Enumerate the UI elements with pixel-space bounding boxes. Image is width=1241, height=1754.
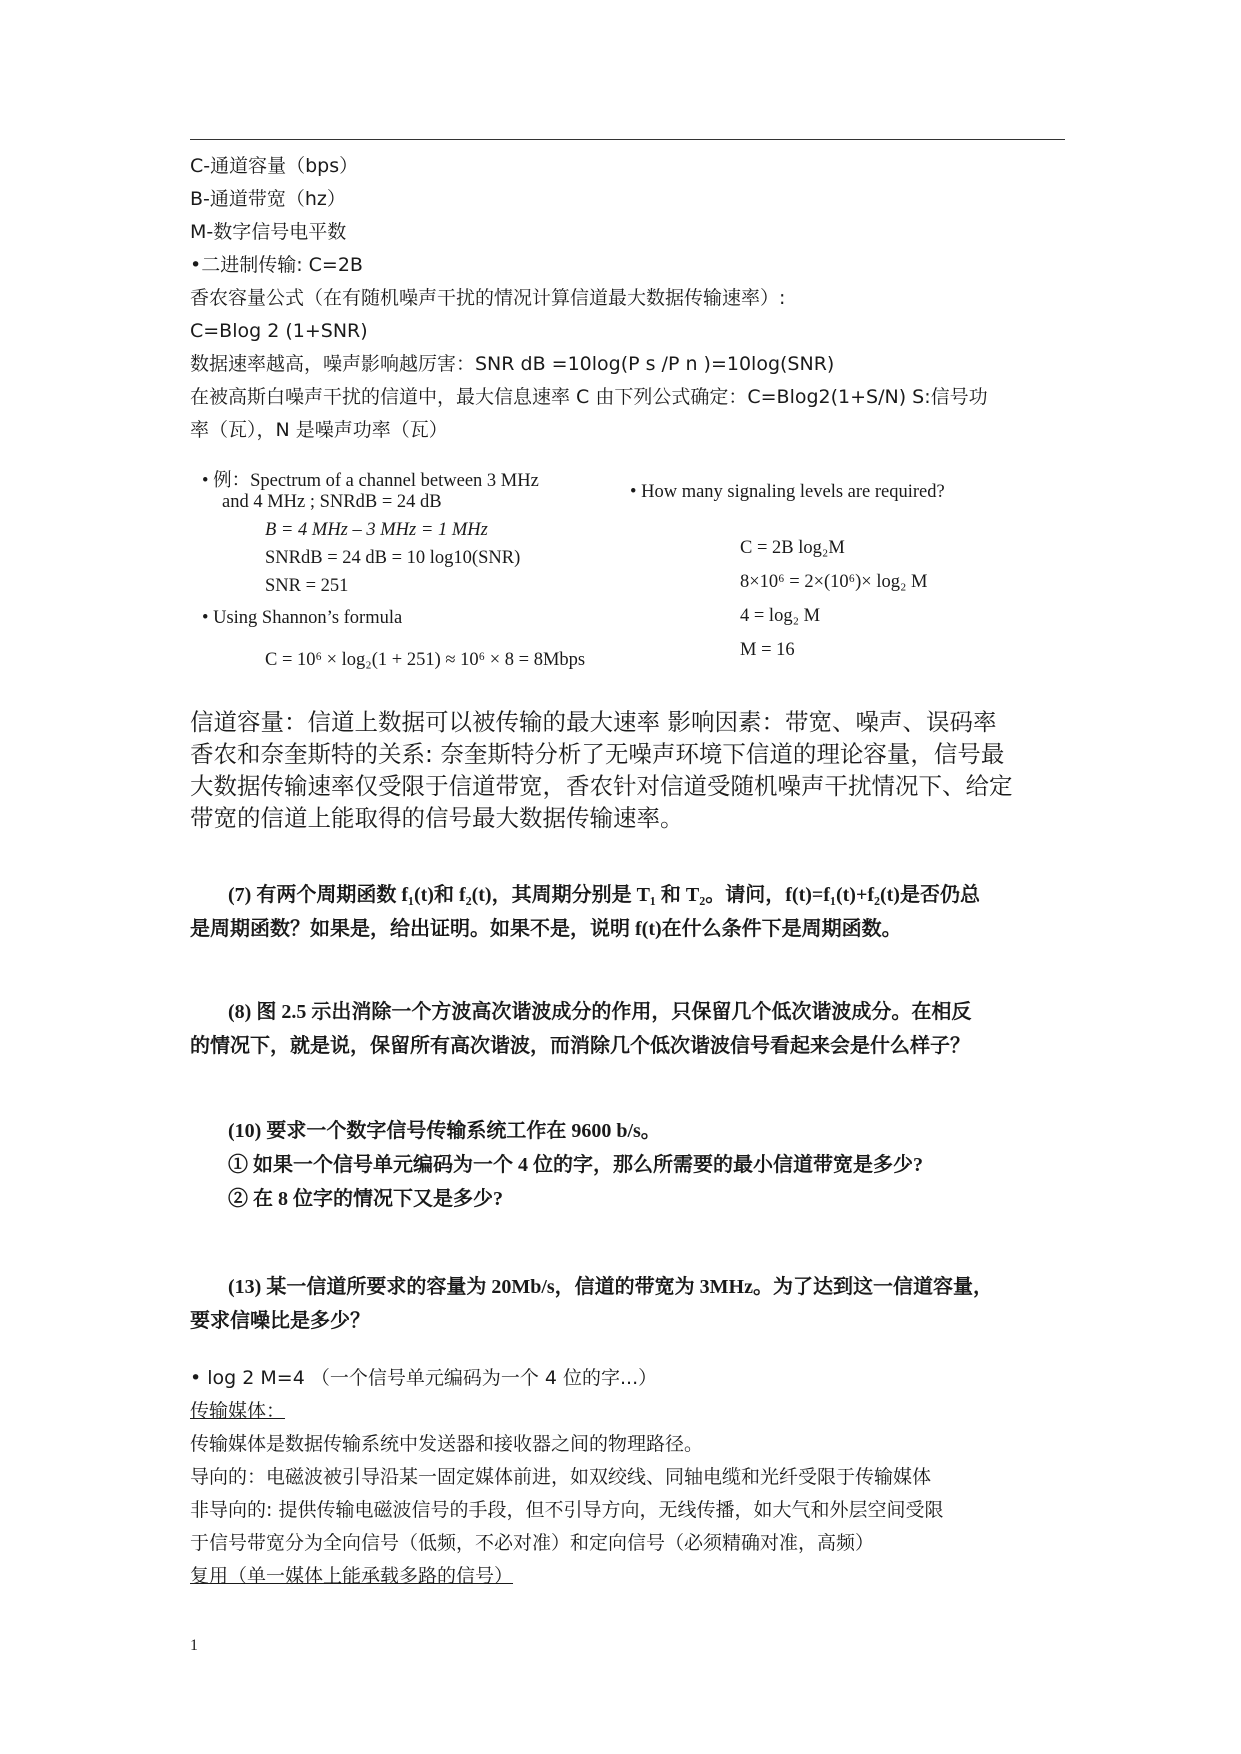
log-note: • log 2 M=4 （一个信号单元编码为一个 4 位的字...） — [190, 1367, 658, 1389]
question-13-line-1: (13) 某一信道所要求的容量为 20Mb/s，信道的带宽为 3MHz。为了达到这一信道容量， — [228, 1276, 993, 1298]
example-right-question: • How many signaling levels are required? — [630, 482, 945, 502]
question-7-line-1: (7) 有两个周期函数 f₁(t)和 f₂(t)，其周期分别是 T₁ 和 T₂。请问，f(t)=f₁(t)+f₂(t)是否仍总 — [228, 884, 980, 906]
capacity-line-2: 香农和奈奎斯特的关系: 奈奎斯特分析了无噪声环境下信道的理论容量，信号最 — [190, 740, 1005, 768]
def-binary: •二进制传输: C=2B — [190, 254, 363, 276]
example-right-1: C = 2B log₂M — [740, 538, 845, 558]
gaussian-line-2: 率（瓦），N 是噪声功率（瓦） — [190, 419, 448, 441]
example-left-2: and 4 MHz ; SNRdB = 24 dB — [222, 492, 442, 512]
example-left-1: • 例：Spectrum of a channel between 3 MHz — [202, 471, 539, 491]
example-right-2: 8×10⁶ = 2×(10⁶)× log₂ M — [740, 572, 928, 592]
gaussian-line-1: 在被高斯白噪声干扰的信道中，最大信息速率 C 由下列公式确定：C=Blog2(1+S/N) S:信号功 — [190, 386, 988, 408]
shannon-title: 香农容量公式（在有随机噪声干扰的情况计算信道最大数据传输速率）: — [190, 287, 786, 309]
question-8-line-1: (8) 图 2.5 示出消除一个方波高次谐波成分的作用，只保留几个低次谐波成分。在相反 — [228, 1001, 972, 1023]
example-c-eq: C = 10⁶ × log₂(1 + 251) ≈ 10⁶ × 8 = 8Mbps — [265, 650, 586, 670]
media-unguided-2: 于信号带宽分为全向信号（低频，不必对准）和定向信号（必须精确对准，高频） — [190, 1532, 875, 1554]
example-right-4: M = 16 — [740, 640, 795, 660]
question-10-line-3: ② 在 8 位字的情况下又是多少? — [228, 1188, 503, 1210]
page-number: 1 — [190, 1637, 198, 1654]
media-heading: 传输媒体： — [190, 1400, 286, 1422]
question-8-line-2: 的情况下，就是说，保留所有高次谐波，而消除几个低次谐波信号看起来会是什么样子？ — [190, 1035, 970, 1057]
media-unguided-1: 非导向的: 提供传输电磁波信号的手段，但不引导方向，无线传播，如大气和外层空间受限 — [190, 1499, 944, 1521]
shannon-formula: C=Blog 2 (1+SNR) — [190, 320, 368, 342]
media-definition: 传输媒体是数据传输系统中发送器和接收器之间的物理路径。 — [190, 1433, 704, 1455]
question-13-line-2: 要求信噪比是多少？ — [190, 1310, 370, 1332]
snr-line: 数据速率越高，噪声影响越厉害：SNR dB =10log(P s /P n )=10log(SNR) — [190, 353, 835, 375]
example-using: • Using Shannon’s formula — [202, 608, 403, 628]
example-right-3: 4 = log₂ M — [740, 606, 821, 626]
example-snr-eq: SNR = 251 — [265, 576, 349, 596]
example-snrdb-eq: SNRdB = 24 dB = 10 log10(SNR) — [265, 548, 521, 568]
header-rule — [190, 139, 1065, 140]
multiplex-heading: 复用（单一媒体上能承载多路的信号） — [190, 1565, 514, 1587]
question-7-line-2: 是周期函数？如果是，给出证明。如果不是，说明 f(t)在什么条件下是周期函数。 — [190, 918, 902, 940]
media-guided: 导向的：电磁波被引导沿某一固定媒体前进，如双绞线、同轴电缆和光纤受限于传输媒体 — [190, 1466, 932, 1488]
capacity-line-3: 大数据传输速率仅受限于信道带宽，香农针对信道受随机噪声干扰情况下、给定 — [190, 772, 1013, 800]
capacity-line-4: 带宽的信道上能取得的信号最大数据传输速率。 — [190, 804, 684, 832]
def-m: M-数字信号电平数 — [190, 221, 347, 243]
question-10-line-1: (10) 要求一个数字信号传输系统工作在 9600 b/s。 — [228, 1120, 661, 1142]
question-10-line-2: ① 如果一个信号单元编码为一个 4 位的字，那么所需要的最小信道带宽是多少? — [228, 1154, 923, 1176]
def-b: B-通道带宽（hz） — [190, 188, 346, 210]
example-figure — [190, 460, 1020, 692]
example-b-eq: B = 4 MHz – 3 MHz = 1 MHz — [265, 520, 488, 540]
capacity-line-1: 信道容量：信道上数据可以被传输的最大速率 影响因素：带宽、噪声、误码率 — [190, 708, 997, 736]
def-c: C-通道容量（bps） — [190, 155, 359, 177]
